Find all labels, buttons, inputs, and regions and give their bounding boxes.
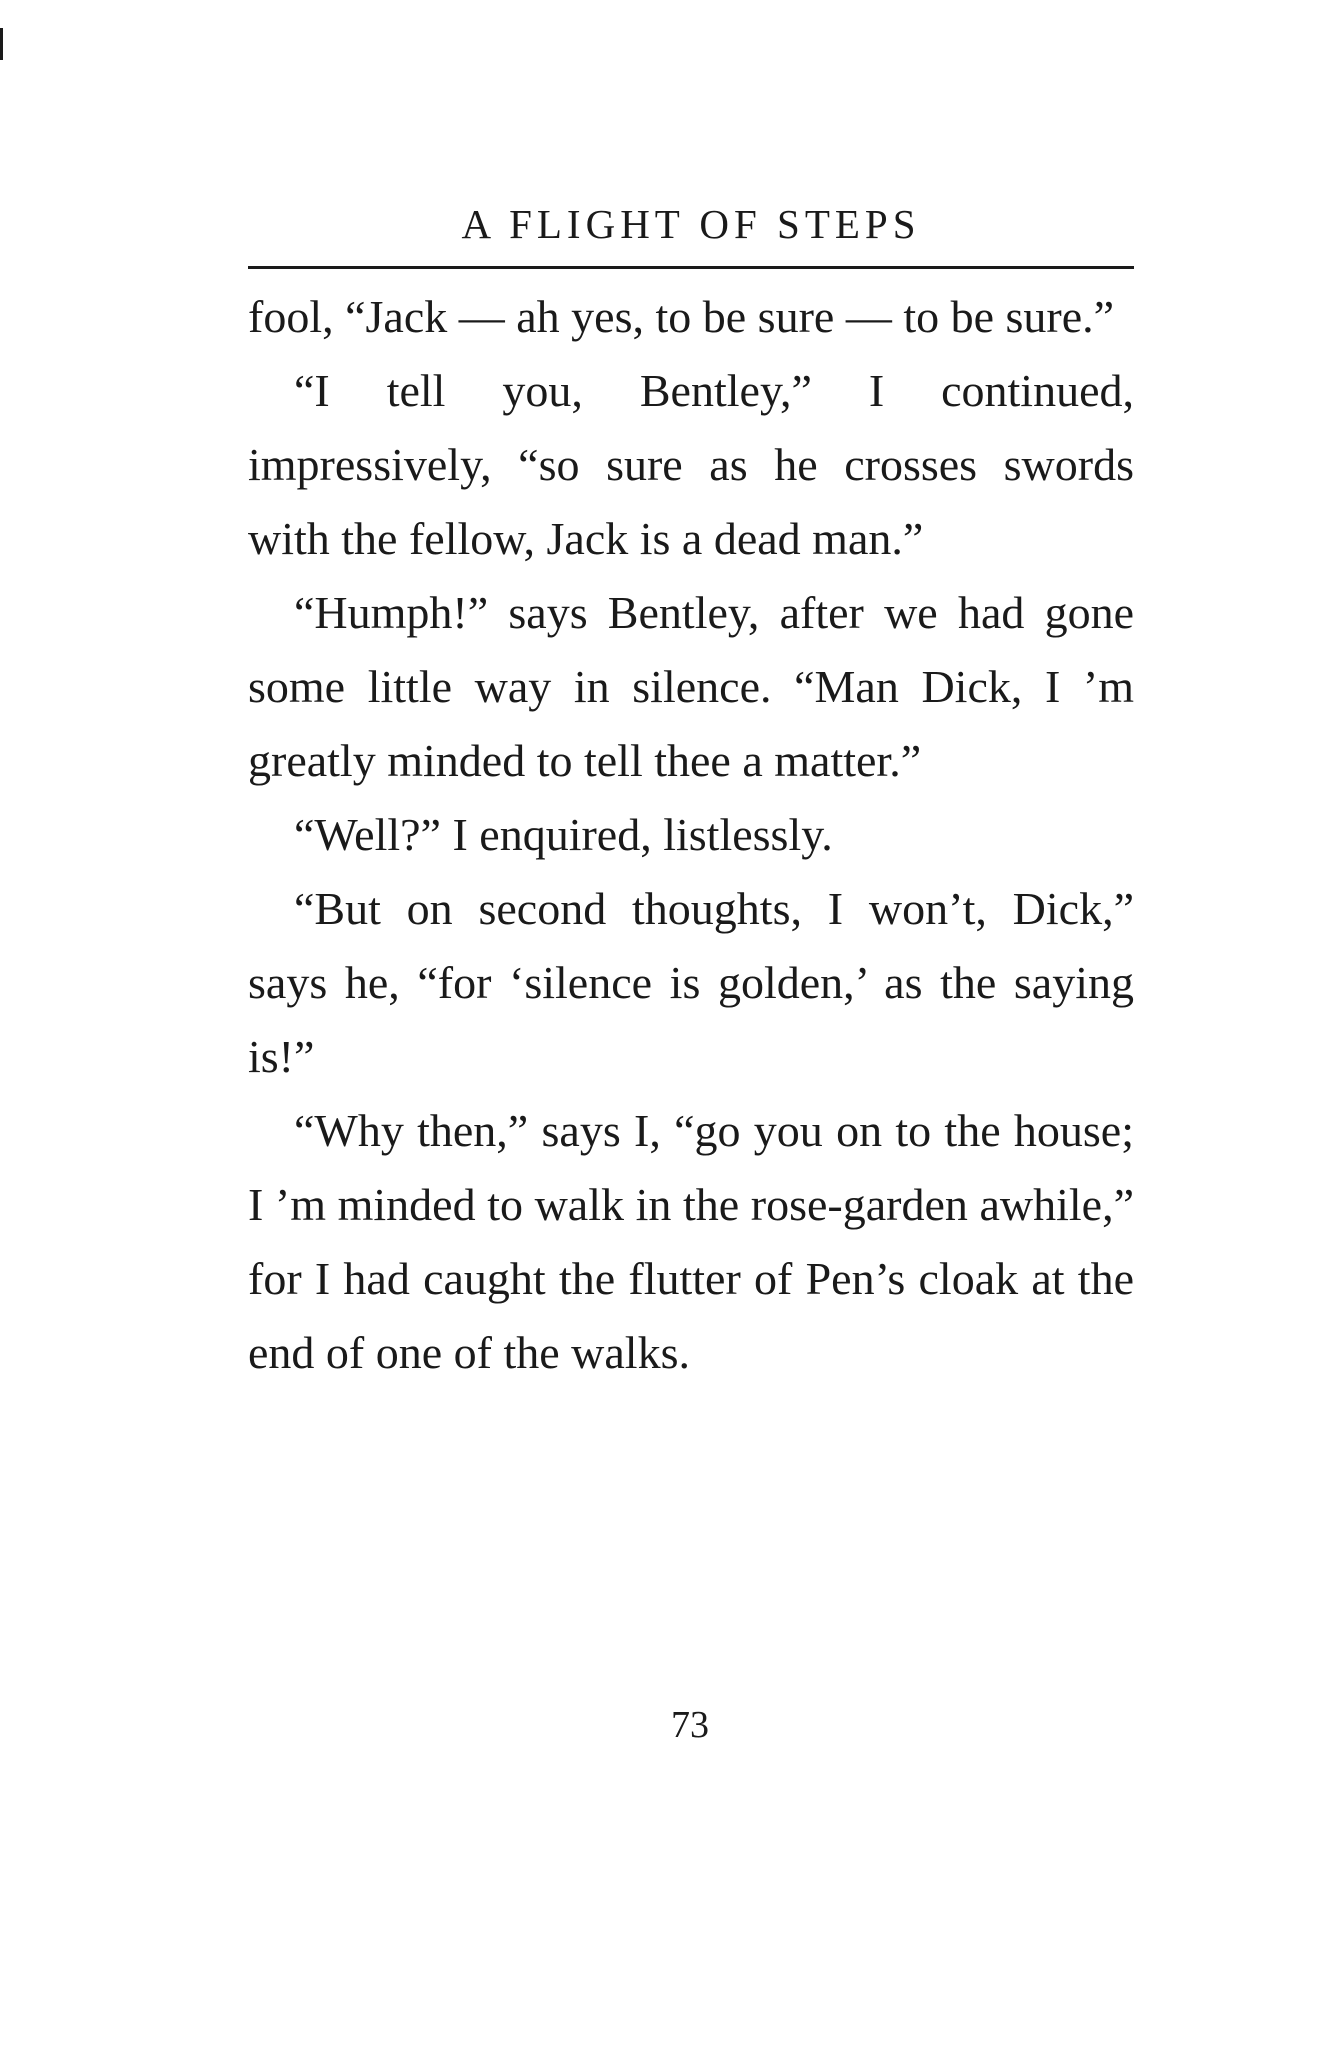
header-rule — [248, 266, 1134, 269]
paragraph: “But on second thoughts, I won’t, Dick,” says he, “for ‘silence is golden,’ as the saying is!” — [248, 883, 1134, 1082]
body-text — [248, 280, 1134, 1390]
page-number: 73 — [671, 1704, 709, 1746]
scan-edge-mark — [0, 28, 3, 60]
paragraph: “I tell you, Bentley,” I continued, impressively, “so sure as he crosses swords with the fellow, Jack is a dead man.” — [248, 365, 1134, 564]
paragraph: “Humph!” says Bentley, after we had gone some little way in silence. “Man Dick, I ’m greatly minded to tell thee a matter.” — [248, 587, 1134, 786]
paragraph: “Well?” I enquired, listlessly. — [294, 809, 833, 860]
running-head: A FLIGHT OF STEPS — [461, 201, 921, 247]
paragraph: “Why then,” says I, “go you on to the house; I ’m minded to walk in the rose-garden awhile,” for I had caught the flutter of Pen’s cloak at the end of one of the walks. — [248, 1105, 1134, 1378]
paragraph-continued: fool, “Jack — ah yes, to be sure — to be sure.” — [248, 291, 1115, 342]
